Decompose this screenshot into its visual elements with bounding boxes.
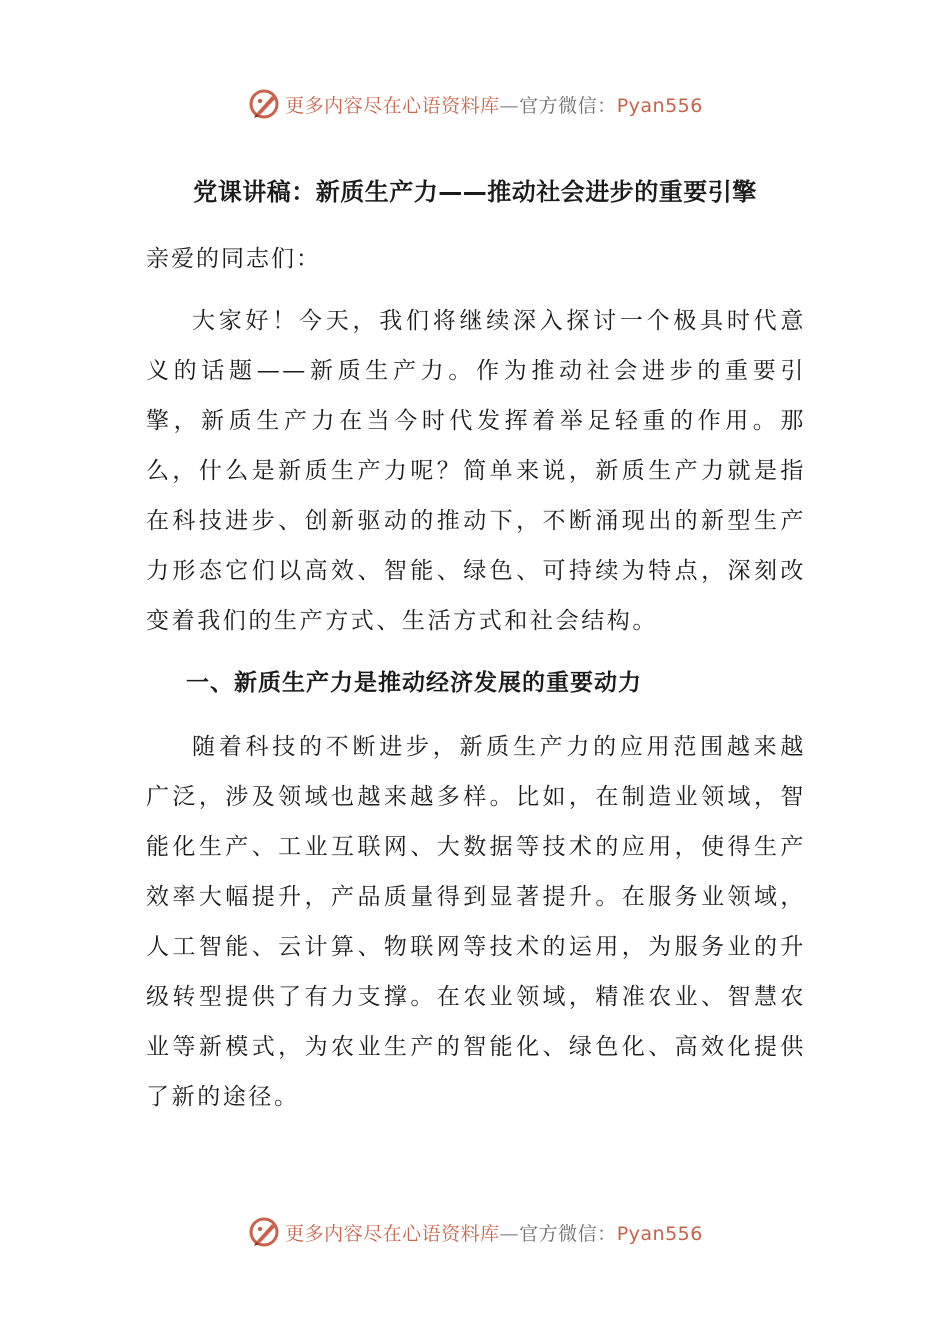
- watermark-wechat-id: Pyan556: [616, 94, 703, 117]
- section-paragraph: 随着科技的不断进步，新质生产力的应用范围越来越广泛，涉及领域也越来越多样。比如，在制造业领域，智能化生产、工业互联网、大数据等技术的应用，使得生产效率大幅提升，产品质量得到显著提升。在服务业领域，人工智能、云计算、物联网等技术的运用，为服务业的升级转型提供了有力支撑。在农业领域，精准农业、智慧农业等新模式，为农业生产的智能化、绿色化、高效化提供了新的途径。: [146, 734, 806, 1110]
- watermark-wechat-id: Pyan556: [616, 1222, 703, 1245]
- document-body: [146, 236, 806, 1122]
- footer-watermark: [0, 1212, 950, 1252]
- watermark-text: [285, 91, 703, 118]
- watermark-wechat-label: 官方微信：: [519, 94, 617, 117]
- section-heading: 一、新质生产力是推动经济发展的重要动力: [186, 670, 642, 696]
- pen-logo-icon: [247, 1215, 281, 1249]
- watermark-text: [285, 1219, 703, 1246]
- watermark-brand: 更多内容尽在心语资料库: [285, 94, 500, 117]
- salutation: 亲爱的同志们：: [146, 246, 321, 272]
- watermark-dash: —: [499, 1222, 520, 1245]
- watermark-dash: —: [499, 94, 520, 117]
- document-title: 党课讲稿：新质生产力——推动社会进步的重要引擎: [193, 178, 757, 206]
- watermark-wechat-label: 官方微信：: [519, 1222, 617, 1245]
- intro-paragraph: 大家好！今天，我们将继续深入探讨一个极具时代意义的话题——新质生产力。作为推动社会进步的重要引擎，新质生产力在当今时代发挥着举足轻重的作用。那么，什么是新质生产力呢？简单来说，新质生产力就是指在科技进步、创新驱动的推动下，不断涌现出的新型生产力形态它们以高效、智能、绿色、可持续为特点，深刻改变着我们的生产方式、生活方式和社会结构。: [146, 308, 806, 634]
- pen-logo-icon: [247, 87, 281, 121]
- watermark-brand: 更多内容尽在心语资料库: [285, 1222, 500, 1245]
- header-watermark: [0, 84, 950, 124]
